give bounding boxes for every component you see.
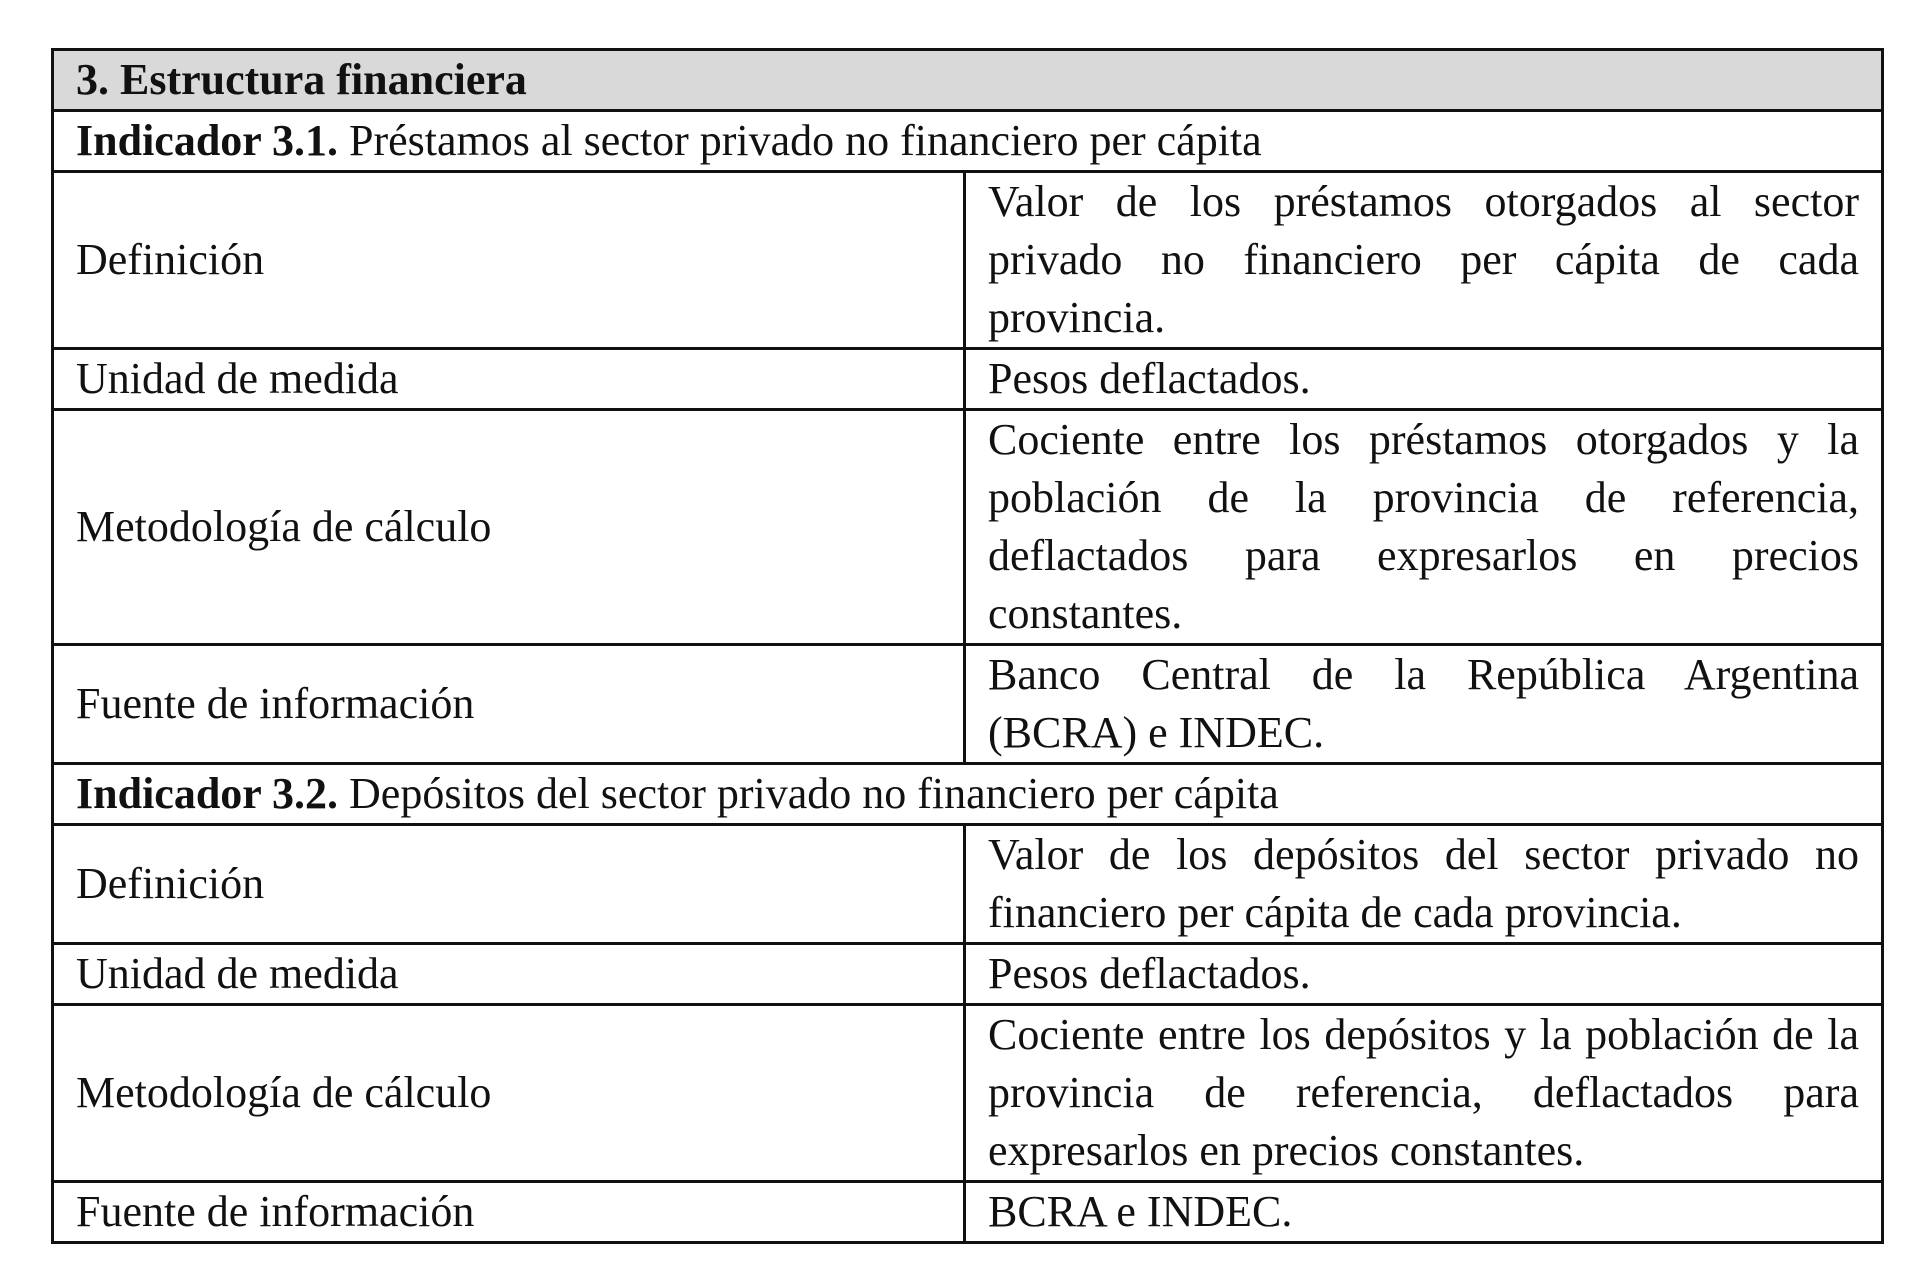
table-row	[53, 944, 1883, 1005]
field-value: Pesos deflactados.	[965, 349, 1883, 410]
field-label: Definición	[53, 825, 965, 944]
field-value: Banco Central de la República Argentina (BCRA) e INDEC.	[965, 645, 1883, 764]
field-value: BCRA e INDEC.	[965, 1182, 1883, 1243]
indicator-title	[53, 764, 1883, 825]
field-label: Fuente de información	[53, 645, 965, 764]
indicator-title-row	[53, 764, 1883, 825]
indicator-number: Indicador 3.1.	[76, 116, 339, 165]
field-label: Metodología de cálculo	[53, 410, 965, 645]
field-value: Valor de los depósitos del sector privado no financiero per cápita de cada provincia.	[965, 825, 1883, 944]
field-value: Cociente entre los depósitos y la población de la provincia de referencia, deflactados para expresarlos en precios constantes.	[965, 1005, 1883, 1182]
field-value: Cociente entre los préstamos otorgados y la población de la provincia de referencia, deflactados para expresarlos en precios constantes.	[965, 410, 1883, 645]
field-label: Metodología de cálculo	[53, 1005, 965, 1182]
table-row	[53, 1005, 1883, 1182]
indicator-table	[51, 48, 1884, 1244]
indicator-name: Depósitos del sector privado no financiero per cápita	[338, 769, 1279, 818]
indicator-title-row	[53, 111, 1883, 172]
field-value: Pesos deflactados.	[965, 944, 1883, 1005]
table-row	[53, 410, 1883, 645]
table-row	[53, 172, 1883, 349]
indicator-name: Préstamos al sector privado no financiero per cápita	[338, 116, 1262, 165]
table-row	[53, 349, 1883, 410]
indicator-title	[53, 111, 1883, 172]
section-title: 3. Estructura financiera	[53, 50, 1883, 111]
field-label: Fuente de información	[53, 1182, 965, 1243]
field-label: Unidad de medida	[53, 944, 965, 1005]
field-label: Unidad de medida	[53, 349, 965, 410]
field-value: Valor de los préstamos otorgados al sector privado no financiero per cápita de cada provincia.	[965, 172, 1883, 349]
section-header-row	[53, 50, 1883, 111]
table-row	[53, 1182, 1883, 1243]
table-row	[53, 825, 1883, 944]
indicator-number: Indicador 3.2.	[76, 769, 339, 818]
table-row	[53, 645, 1883, 764]
field-label: Definición	[53, 172, 965, 349]
